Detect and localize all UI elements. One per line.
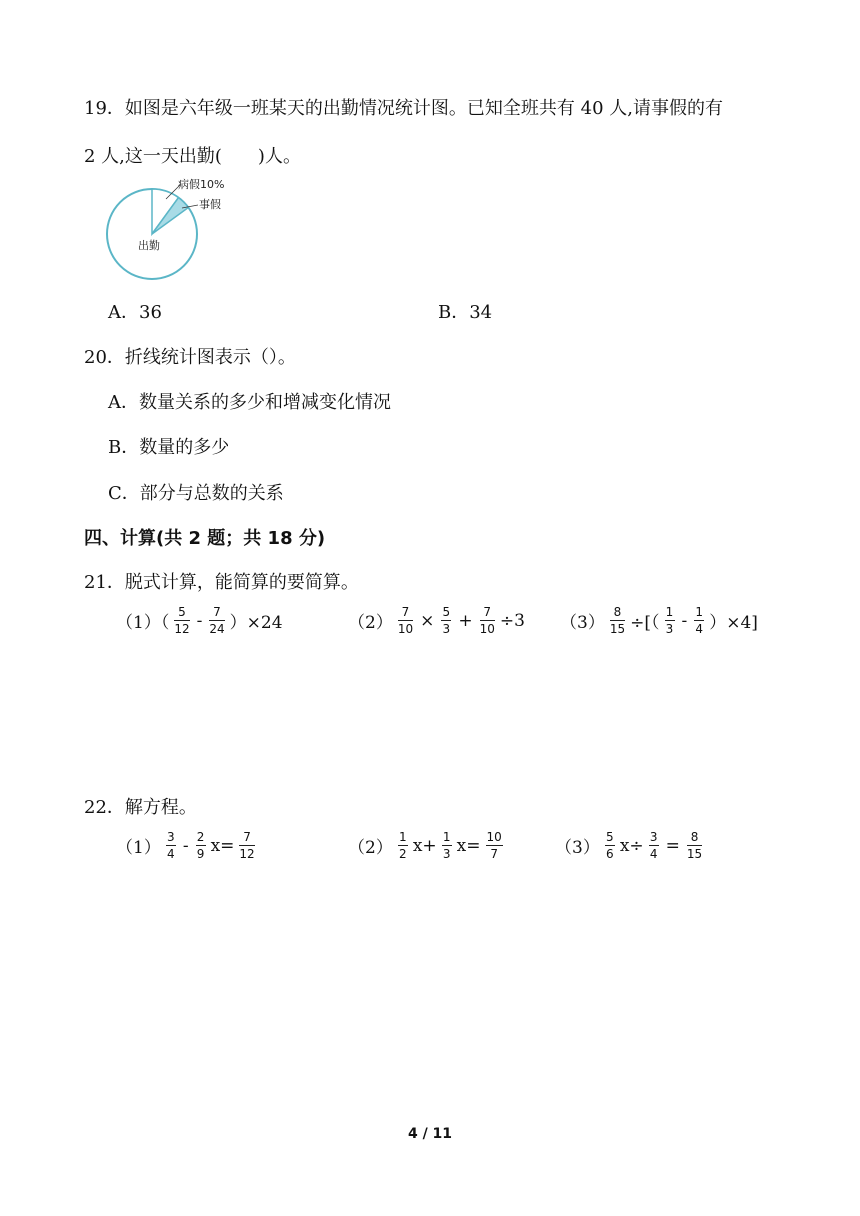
q21-p3-index: （3） <box>560 613 605 633</box>
fraction: $\frac{1}{2}$ <box>399 830 407 861</box>
fraction: $\frac{1}{3}$ <box>665 605 674 636</box>
fraction: $\frac{2}{9}$ <box>196 830 205 861</box>
fraction: $\frac{5}{12}$ <box>174 605 190 636</box>
q22-p1-index: （1） <box>116 838 161 858</box>
fraction: $\frac{8}{15}$ <box>609 605 626 636</box>
q21-p2-index: （2） <box>348 613 393 633</box>
attendance-pie-chart <box>100 172 240 290</box>
q20-option-c[interactable]: C．部分与总数的关系 <box>108 483 284 504</box>
q19-stem-line2: 2 人,这一天出勤( )人。 <box>84 146 301 167</box>
fraction: $\frac{10}{7}$ <box>486 830 502 861</box>
q21-problem-2: （2） $\frac{7}{10}$ × $\frac{5}{3}$ + $\frac{7}{10}$ ÷3 <box>348 605 525 636</box>
q22-problem-1: （1） $\frac{3}{4}$ - $\frac{2}{9}$ x= $\frac{7}{12}$ <box>116 830 255 861</box>
fraction: $\frac{3}{4}$ <box>167 830 175 861</box>
fraction: $\frac{1}{4}$ <box>695 605 704 636</box>
q22-problem-2: （2） $\frac{1}{2}$ x+ $\frac{1}{3}$ x= $\frac{10}{7}$ <box>348 830 502 861</box>
q21-p1-index: （1）（ <box>116 613 170 633</box>
q21-stem: 21．脱式计算，能简算的要简算。 <box>84 572 359 593</box>
q20-option-a[interactable]: A．数量关系的多少和增减变化情况 <box>108 392 391 413</box>
fraction: $\frac{5}{6}$ <box>606 830 614 861</box>
pie-label-attend: 出勤 <box>138 239 160 252</box>
q21-problem-1: （1）（ $\frac{5}{12}$ - $\frac{7}{24}$ ）×24 <box>116 605 283 636</box>
q19-stem-line1: 19．如图是六年级一班某天的出勤情况统计图。已知全班共有 40 人,请事假的有 <box>84 98 723 119</box>
q22-problem-3: （3） $\frac{5}{6}$ x÷ $\frac{3}{4}$ = $\frac{8}{15}$ <box>555 830 703 861</box>
q21-problem-3: （3） $\frac{8}{15}$ ÷[（ $\frac{1}{3}$ - $\frac{1}{4}$ ）×4] <box>560 605 758 636</box>
fraction: $\frac{3}{4}$ <box>649 830 658 861</box>
q20-option-b[interactable]: B．数量的多少 <box>108 437 230 458</box>
section-title: 四、计算(共 2 题；共 18 分) <box>84 528 326 549</box>
fraction: $\frac{7}{24}$ <box>209 605 225 636</box>
q19-option-b[interactable]: B．34 <box>438 302 493 323</box>
q22-stem: 22．解方程。 <box>84 797 197 818</box>
fraction: $\frac{7}{12}$ <box>239 830 255 861</box>
fraction: $\frac{8}{15}$ <box>686 830 703 861</box>
pie-label-sick: 病假10% <box>178 178 225 191</box>
page-number: 4 / 11 <box>407 1126 453 1142</box>
fraction: $\frac{5}{3}$ <box>442 605 451 636</box>
q22-p3-index: （3） <box>555 838 600 858</box>
fraction: $\frac{1}{3}$ <box>442 830 451 861</box>
fraction: $\frac{7}{10}$ <box>397 605 414 636</box>
q20-stem: 20．折线统计图表示（）。 <box>84 347 296 368</box>
q19-option-a[interactable]: A．36 <box>108 302 162 323</box>
q22-p2-index: （2） <box>348 838 393 858</box>
pie-label-personal: 事假 <box>199 198 221 211</box>
fraction: $\frac{7}{10}$ <box>479 605 495 636</box>
